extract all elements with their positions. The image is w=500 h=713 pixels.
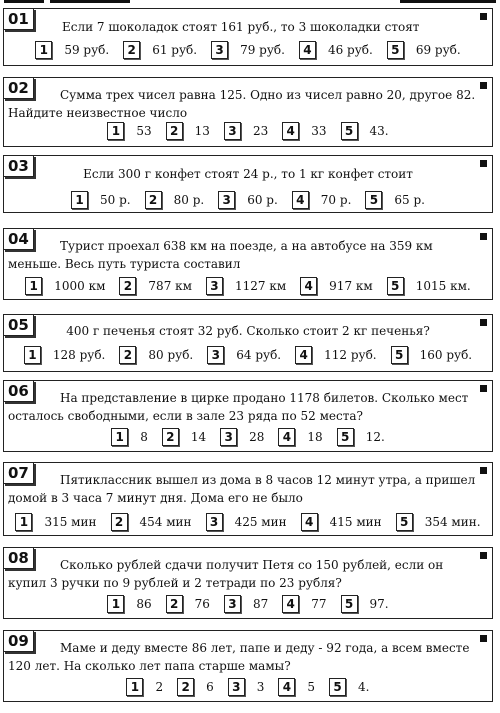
option-value: 315 мин (44, 515, 97, 529)
option-value: 787 км (148, 279, 192, 293)
answer-options (4, 428, 492, 446)
option-value: 354 мин. (424, 515, 481, 529)
problem-number: 07 (3, 462, 34, 484)
answer-option[interactable] (292, 191, 352, 209)
problem-text: Пятиклассник вышел из дома в 8 часов 12 минут утра, а пришел домой в 3 часа 7 минут дня. Дома его не было (8, 473, 476, 505)
answer-option[interactable] (15, 513, 96, 531)
option-value: 1127 км (234, 279, 287, 293)
option-number: 5 (341, 595, 358, 613)
answer-option[interactable] (25, 277, 105, 295)
problem-card (3, 380, 493, 452)
answer-option[interactable] (145, 191, 205, 209)
answer-option[interactable] (35, 41, 109, 59)
problem-number: 04 (3, 228, 34, 250)
option-number: 3 (224, 595, 241, 613)
answer-option[interactable] (341, 122, 389, 140)
answer-option[interactable] (337, 428, 385, 446)
option-number: 4 (282, 122, 299, 140)
option-number: 1 (15, 513, 32, 531)
answer-option[interactable] (218, 191, 278, 209)
option-number: 2 (119, 277, 136, 295)
problem-text: Маме и деду вместе 86 лет, папе и деду - 92 года, а всем вместе 120 лет. На сколько лет папа старше мамы? (8, 641, 470, 673)
answer-option[interactable] (224, 595, 268, 613)
option-value: 76 (194, 597, 210, 611)
answer-option[interactable] (391, 346, 473, 364)
problem-number: 05 (3, 314, 34, 336)
option-number: 2 (166, 595, 183, 613)
problem-number: 09 (3, 630, 34, 652)
answer-option[interactable] (278, 428, 322, 446)
problem-text: 400 г печенья стоят 32 руб. Сколько стоит 2 кг печенья? (66, 324, 430, 338)
option-number: 3 (206, 277, 223, 295)
option-value: 77 (311, 597, 327, 611)
answer-option[interactable] (282, 595, 326, 613)
option-number: 2 (162, 428, 179, 446)
answer-option[interactable] (206, 513, 287, 531)
option-number: 3 (220, 428, 237, 446)
answer-option[interactable] (177, 678, 214, 696)
corner-marker (480, 13, 487, 20)
option-number: 5 (391, 346, 408, 364)
problem-card (3, 314, 493, 372)
option-number: 2 (145, 191, 162, 209)
answer-option[interactable] (111, 428, 148, 446)
answer-option[interactable] (207, 346, 281, 364)
option-number: 5 (341, 122, 358, 140)
problem-card (3, 547, 493, 619)
option-number: 5 (365, 191, 382, 209)
option-value: 33 (311, 124, 327, 138)
option-number: 2 (177, 678, 194, 696)
option-number: 2 (166, 122, 183, 140)
answer-option[interactable] (119, 277, 192, 295)
answer-option[interactable] (341, 595, 389, 613)
answer-option[interactable] (166, 595, 210, 613)
option-number: 4 (282, 595, 299, 613)
option-value: 53 (136, 124, 152, 138)
option-value: 69 руб. (415, 43, 461, 57)
answer-options (4, 277, 492, 295)
answer-options (4, 122, 492, 140)
answer-option[interactable] (228, 678, 265, 696)
answer-option[interactable] (119, 346, 193, 364)
answer-option[interactable] (162, 428, 206, 446)
answer-options (4, 191, 492, 209)
option-value: 2 (155, 680, 164, 694)
answer-option[interactable] (220, 428, 264, 446)
problem-card (3, 8, 493, 66)
problem-card (3, 462, 493, 536)
option-value: 86 (136, 597, 152, 611)
option-number: 5 (387, 41, 404, 59)
option-number: 5 (337, 428, 354, 446)
option-value: 97. (369, 597, 389, 611)
answer-option[interactable] (206, 277, 286, 295)
option-value: 425 мин (234, 515, 287, 529)
option-number: 3 (224, 122, 241, 140)
problem-text: Сколько рублей сдачи получит Петя со 150 рублей, если он купил 3 ручки по 9 рублей и 2 тетради по 23 рубля? (8, 558, 444, 590)
option-number: 4 (292, 191, 309, 209)
answer-option[interactable] (224, 122, 268, 140)
option-value: 3 (256, 680, 265, 694)
problem-number: 03 (3, 155, 34, 177)
option-value: 917 км (329, 279, 373, 293)
answer-option[interactable] (111, 513, 192, 531)
problem-text: Если 300 г конфет стоят 24 р., то 1 кг конфет стоит (83, 167, 413, 181)
option-value: 13 (194, 124, 210, 138)
problem-text: Если 7 шоколадок стоят 161 руб., то 3 шоколадки стоят (62, 20, 420, 34)
option-number: 1 (107, 122, 124, 140)
problem-number: 01 (3, 8, 34, 30)
answer-option[interactable] (387, 277, 471, 295)
problem-number: 02 (3, 77, 34, 99)
answer-option[interactable] (123, 41, 197, 59)
answer-options (4, 346, 492, 364)
option-value: 454 мин (139, 515, 192, 529)
answer-option[interactable] (365, 191, 425, 209)
option-value: 5 (307, 680, 316, 694)
problem-card (3, 228, 493, 300)
option-value: 61 руб. (152, 43, 198, 57)
top-rule (0, 0, 500, 6)
option-number: 2 (119, 346, 136, 364)
answer-option[interactable] (301, 513, 382, 531)
answer-option[interactable] (24, 346, 106, 364)
option-number: 3 (218, 191, 235, 209)
option-value: 59 руб. (64, 43, 110, 57)
problem-text: Турист проехал 638 км на поезде, а на автобусе на 359 км меньше. Весь путь туриста составил (8, 239, 433, 271)
option-value: 64 руб. (236, 348, 282, 362)
option-value: 8 (140, 430, 148, 444)
problem-card (3, 77, 493, 147)
option-value: 14 (190, 430, 207, 444)
option-value: 80 руб. (148, 348, 194, 362)
option-number: 1 (24, 346, 41, 364)
answer-option[interactable] (282, 122, 326, 140)
option-number: 5 (329, 678, 346, 696)
option-value: 28 (249, 430, 265, 444)
option-number: 4 (301, 513, 318, 531)
option-number: 2 (111, 513, 128, 531)
answer-option[interactable] (278, 678, 315, 696)
option-value: 4. (358, 680, 370, 694)
problem-number: 08 (3, 547, 34, 569)
option-value: 18 (307, 430, 323, 444)
option-number: 1 (126, 678, 143, 696)
option-value: 1000 км (54, 279, 106, 293)
answer-option[interactable] (107, 122, 151, 140)
option-number: 4 (278, 428, 295, 446)
option-value: 112 руб. (324, 348, 377, 362)
option-number: 3 (228, 678, 245, 696)
option-number: 4 (295, 346, 312, 364)
option-value: 60 р. (247, 193, 278, 207)
answer-option[interactable] (295, 346, 377, 364)
answer-option[interactable] (300, 277, 373, 295)
option-value: 70 р. (320, 193, 352, 207)
answer-options (4, 678, 492, 696)
answer-option[interactable] (387, 41, 461, 59)
problem-text: На представление в цирке продано 1178 билетов. Сколько мест осталось свободными, если в зале 23 ряда по 52 места? (8, 391, 469, 423)
answer-option[interactable] (71, 191, 131, 209)
option-number: 3 (206, 513, 223, 531)
answer-option[interactable] (126, 678, 163, 696)
option-number: 4 (278, 678, 295, 696)
option-value: 128 руб. (52, 348, 106, 362)
answer-option[interactable] (329, 678, 369, 696)
option-value: 50 р. (100, 193, 131, 207)
option-value: 1015 км. (415, 279, 471, 293)
option-number: 1 (71, 191, 88, 209)
option-number: 4 (299, 41, 316, 59)
answer-option[interactable] (107, 595, 151, 613)
option-value: 79 руб. (240, 43, 285, 57)
option-value: 80 р. (173, 193, 205, 207)
option-number: 4 (300, 277, 317, 295)
option-number: 3 (207, 346, 224, 364)
option-number: 1 (25, 277, 42, 295)
option-number: 1 (111, 428, 128, 446)
option-number: 2 (123, 41, 140, 59)
answer-options (4, 41, 492, 59)
answer-options (4, 513, 492, 531)
option-number: 5 (387, 277, 404, 295)
option-number: 1 (35, 41, 52, 59)
option-value: 6 (206, 680, 214, 694)
option-value: 87 (252, 597, 269, 611)
option-value: 23 (252, 124, 269, 138)
option-number: 3 (211, 41, 228, 59)
option-value: 160 руб. (419, 348, 473, 362)
option-value: 43. (369, 124, 389, 138)
answer-option[interactable] (211, 41, 285, 59)
option-value: 65 р. (394, 193, 425, 207)
problem-card (3, 630, 493, 702)
option-value: 46 руб. (327, 43, 373, 57)
problem-number: 06 (3, 380, 34, 402)
answer-options (4, 595, 492, 613)
answer-option[interactable] (166, 122, 210, 140)
option-value: 12. (365, 430, 385, 444)
answer-option[interactable] (396, 513, 481, 531)
answer-option[interactable] (299, 41, 373, 59)
option-number: 1 (107, 595, 124, 613)
problem-card (3, 155, 493, 213)
option-value: 415 мин (329, 515, 382, 529)
problem-text: Сумма трех чисел равна 125. Одно из чисел равно 20, другое 82. Найдите неизвестное число (8, 88, 476, 120)
option-number: 5 (396, 513, 413, 531)
